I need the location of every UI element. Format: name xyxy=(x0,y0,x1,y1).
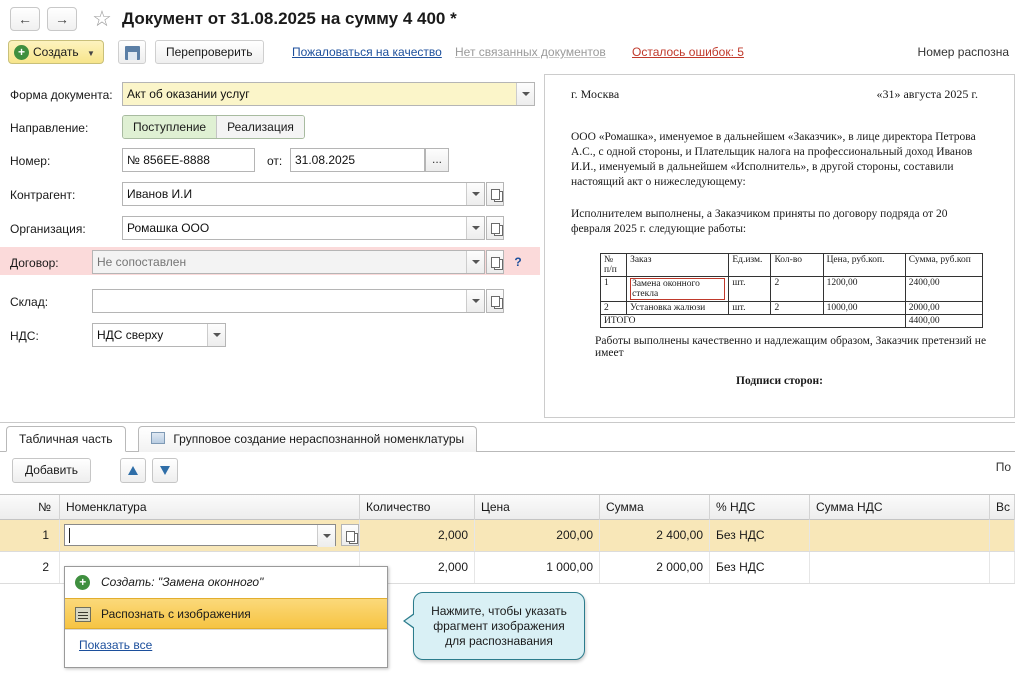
hint-callout xyxy=(413,592,585,660)
table-row[interactable] xyxy=(0,520,1015,552)
move-down-button[interactable] xyxy=(152,458,178,483)
form-row-contract xyxy=(0,250,540,276)
dropdown-item-create-label: Создать: "Замена оконного" xyxy=(101,575,264,589)
move-up-button[interactable] xyxy=(120,458,146,483)
preview-paragraph-1: ООО «Ромашка», именуемое в дальнейшем «Заказчик», в лице директора Петрова А.С., с одной стороны, и Плательщик налога на профессиональный доход Иванов И.И., именуемый в дальнейшем «Исполнитель», в другой стороны, составили настоящий акт о нижеследующему: xyxy=(571,131,976,188)
nomenclature-pick-button[interactable] xyxy=(341,524,359,546)
date-field[interactable] xyxy=(290,148,425,172)
table-icon xyxy=(151,432,165,444)
table-toolbar xyxy=(0,455,1015,487)
preview-city: г. Москва xyxy=(571,87,620,101)
tab-group-create[interactable] xyxy=(138,426,477,452)
date-input[interactable] xyxy=(291,149,424,171)
counterparty-label: Контрагент: xyxy=(10,188,76,202)
tab-table-part[interactable] xyxy=(6,426,126,452)
preview-paragraph-2: Исполнителем выполнены, а Заказчиком приняты по договору подряда от 20 февраля 2025 г. следующие работы: xyxy=(571,208,948,235)
contract-label: Договор: xyxy=(10,256,59,270)
form-row-warehouse xyxy=(0,289,540,315)
doc-form-select[interactable] xyxy=(122,82,535,106)
preview-signatures-label: Подписи сторон: xyxy=(736,375,823,387)
preview-th-4: Цена, руб.коп. xyxy=(823,254,905,277)
row-price[interactable]: 1 000,00 xyxy=(475,552,600,583)
number-field[interactable] xyxy=(122,148,255,172)
row-number: 1 xyxy=(0,520,60,551)
organization-input[interactable] xyxy=(123,217,484,239)
document-form xyxy=(0,72,540,422)
preview-r0-c2: шт. xyxy=(729,277,771,302)
grid-header-num: № xyxy=(0,495,60,520)
row-vat-rate[interactable]: Без НДС xyxy=(710,520,810,551)
no-related-documents-link[interactable]: Нет связанных документов xyxy=(455,45,606,59)
row-amount[interactable]: 2 400,00 xyxy=(600,520,710,551)
forward-icon[interactable]: → xyxy=(47,7,77,31)
preview-date: «31» августа 2025 г. xyxy=(876,87,978,101)
save-button[interactable] xyxy=(118,40,146,64)
contract-pick-button[interactable] xyxy=(486,250,504,274)
grid-header-row xyxy=(0,494,1015,520)
preview-r0-c3: 2 xyxy=(771,277,823,302)
tab-bar xyxy=(0,424,1015,452)
chevron-down-icon[interactable] xyxy=(466,290,484,312)
preview-th-2: Ед.изм. xyxy=(729,254,771,277)
page-title: Документ от 31.08.2025 на сумму 4 400 * xyxy=(122,9,457,28)
preview-table-total-row xyxy=(601,315,983,328)
grid-header-vat-amount: Сумма НДС xyxy=(810,495,990,520)
row-quantity[interactable]: 2,000 xyxy=(360,520,475,551)
text-caret xyxy=(69,528,70,543)
dropdown-item-show-all-label: Показать все xyxy=(79,638,153,652)
row-vat-rate[interactable]: Без НДС xyxy=(710,552,810,583)
counterparty-input[interactable] xyxy=(123,183,484,205)
preview-total-label: ИТОГО xyxy=(601,315,906,328)
document-preview[interactable] xyxy=(544,74,1015,418)
nomenclature-dropdown[interactable] xyxy=(64,566,388,668)
row-number: 2 xyxy=(0,552,60,583)
preview-footer-text: Работы выполнены качественно и надлежащим образом, Заказчик претензий не имеет xyxy=(595,335,987,359)
direction-toggle[interactable] xyxy=(122,115,305,139)
warehouse-label: Склад: xyxy=(10,295,49,309)
organization-pick-button[interactable] xyxy=(486,216,504,240)
form-row-number xyxy=(0,148,540,174)
grid-header-price: Цена xyxy=(475,495,600,520)
add-row-button-label: Добавить xyxy=(25,463,79,477)
row-quantity[interactable]: 2,000 xyxy=(360,552,475,583)
section-divider xyxy=(0,422,1015,423)
recognize-image-icon xyxy=(75,607,91,622)
row-price[interactable]: 200,00 xyxy=(475,520,600,551)
warehouse-field[interactable] xyxy=(92,289,485,313)
grid-header-total: Вс xyxy=(990,495,1015,520)
preview-r0-c5: 2400,00 xyxy=(905,277,982,302)
grid-header-vat-rate: % НДС xyxy=(710,495,810,520)
doc-form-input[interactable] xyxy=(123,83,534,105)
preview-r1-c4: 1000,00 xyxy=(823,302,905,315)
arrow-up-icon xyxy=(128,466,138,475)
number-input[interactable] xyxy=(123,149,254,171)
row-vat-amount[interactable] xyxy=(810,552,990,583)
row-total[interactable] xyxy=(990,552,1015,583)
preview-table-header-row xyxy=(601,254,983,277)
title-bar xyxy=(0,0,1015,38)
star-icon[interactable]: ☆ xyxy=(92,6,112,31)
preview-th-5: Сумма, руб.коп xyxy=(905,254,982,277)
hint-callout-text: Нажмите, чтобы указать фрагмент изображения для распознавания xyxy=(431,603,567,648)
create-button[interactable] xyxy=(8,40,104,64)
chevron-down-icon: ▼ xyxy=(86,49,95,58)
tab-group-create-label: Групповое создание нераспознанной номенклатуры xyxy=(173,432,465,446)
chevron-down-icon[interactable] xyxy=(207,324,225,346)
plus-circle-icon: + xyxy=(75,575,90,590)
contract-input[interactable] xyxy=(93,251,484,273)
row-vat-amount[interactable] xyxy=(810,520,990,551)
number-label: Номер: xyxy=(10,154,51,168)
chevron-down-icon[interactable] xyxy=(466,251,484,273)
row-amount[interactable]: 2 000,00 xyxy=(600,552,710,583)
dropdown-item-recognize[interactable] xyxy=(65,598,387,629)
grid-header-nomenclature: Номенклатура xyxy=(60,495,360,520)
contract-help-icon[interactable]: ? xyxy=(514,255,522,269)
preview-r0-c4: 1200,00 xyxy=(823,277,905,302)
command-bar xyxy=(0,38,1015,68)
form-row-vat xyxy=(0,323,540,349)
vat-label: НДС: xyxy=(10,329,39,343)
preview-th-1: Заказ xyxy=(627,254,729,277)
counterparty-field[interactable] xyxy=(122,182,485,206)
preview-r1-c1: Установка жалюзи xyxy=(627,302,729,315)
create-button-label: Создать xyxy=(33,45,79,59)
doc-form-label: Форма документа: xyxy=(10,88,113,102)
chevron-down-icon[interactable] xyxy=(466,217,484,239)
direction-option-outgoing[interactable]: Реализация xyxy=(216,116,304,138)
add-row-button[interactable] xyxy=(12,458,91,483)
preview-th-3: Кол-во xyxy=(771,254,823,277)
row-total[interactable] xyxy=(990,520,1015,551)
contract-field[interactable] xyxy=(92,250,485,274)
grid-header-amount: Сумма xyxy=(600,495,710,520)
form-row-direction xyxy=(0,115,540,141)
nomenclature-input-box[interactable] xyxy=(64,524,336,546)
form-row-counterparty xyxy=(0,182,540,208)
dropdown-item-show-all[interactable] xyxy=(65,630,387,661)
tab-table-part-label: Табличная часть xyxy=(19,432,113,446)
dropdown-item-create[interactable] xyxy=(65,567,387,598)
chevron-down-icon[interactable] xyxy=(466,183,484,205)
preview-table-row xyxy=(601,277,983,302)
recheck-button[interactable] xyxy=(155,40,264,64)
preview-r0-c1 xyxy=(627,277,729,302)
recognition-number-label: Номер распозна xyxy=(917,45,1009,59)
form-row-organization xyxy=(0,216,540,242)
preview-r1-c0: 2 xyxy=(601,302,627,315)
plus-icon: + xyxy=(14,45,29,60)
counterparty-pick-button[interactable] xyxy=(486,182,504,206)
complain-link[interactable]: Пожаловаться на качество xyxy=(292,45,442,59)
warehouse-input[interactable] xyxy=(93,290,484,312)
vat-input[interactable] xyxy=(93,324,225,346)
preview-works-table xyxy=(600,253,983,328)
direction-option-incoming[interactable]: Поступление xyxy=(123,116,216,138)
date-more-button[interactable]: ... xyxy=(425,148,449,172)
errors-left-link[interactable]: Осталось ошибок: 5 xyxy=(632,45,744,59)
organization-label: Организация: xyxy=(10,222,86,236)
toolbar-right-label: По xyxy=(995,460,1011,474)
chevron-down-icon[interactable] xyxy=(317,525,335,547)
arrow-down-icon xyxy=(160,466,170,475)
direction-label: Направление: xyxy=(10,121,89,135)
preview-total-value: 4400,00 xyxy=(905,315,982,328)
organization-field[interactable] xyxy=(122,216,485,240)
vat-select[interactable] xyxy=(92,323,226,347)
date-label: от: xyxy=(267,154,283,168)
chevron-down-icon[interactable] xyxy=(516,83,534,105)
preview-r1-c3: 2 xyxy=(771,302,823,315)
preview-table-row xyxy=(601,302,983,315)
preview-r0-c0: 1 xyxy=(601,277,627,302)
dropdown-item-recognize-label: Распознать с изображения xyxy=(101,607,251,621)
recheck-button-label: Перепроверить xyxy=(166,45,253,59)
warehouse-pick-button[interactable] xyxy=(486,289,504,313)
form-row-doc-form xyxy=(0,82,540,108)
preview-r1-c5: 2000,00 xyxy=(905,302,982,315)
preview-highlighted-item: Замена оконного стекла xyxy=(630,278,725,300)
back-icon[interactable]: ← xyxy=(10,7,40,31)
preview-th-0: № п/п xyxy=(601,254,627,277)
preview-r1-c2: шт. xyxy=(729,302,771,315)
grid-header-quantity: Количество xyxy=(360,495,475,520)
save-icon xyxy=(125,46,140,60)
